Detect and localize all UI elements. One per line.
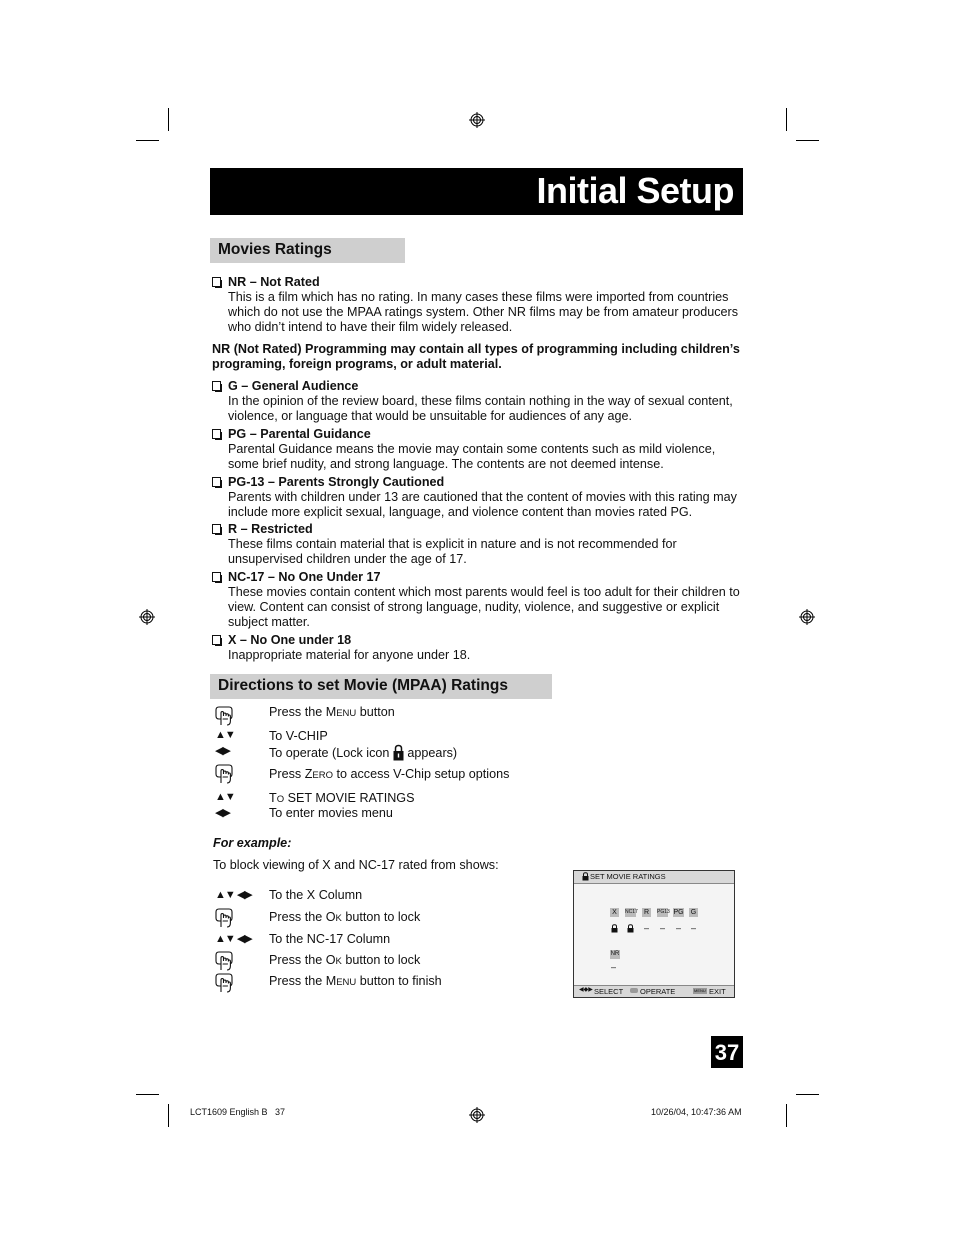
rating-title: R – Restricted [228, 522, 313, 536]
osd-column-g: G [690, 909, 697, 916]
direction-step-enter-menu: To enter movies menu [269, 806, 393, 820]
direction-step-menu [269, 705, 395, 719]
step-text: appears) [403, 746, 458, 760]
example-label: For example: [213, 836, 292, 850]
checkbox-bullet-icon [212, 477, 221, 487]
osd-value-g: – [691, 923, 697, 933]
rating-title: NR – Not Rated [228, 275, 320, 289]
section-heading-directions [210, 674, 552, 699]
step-text: SET MOVIE RATINGS [284, 791, 415, 805]
osd-ok-button-icon [630, 988, 638, 993]
lock-icon [582, 872, 589, 881]
step-text: button to lock [341, 953, 421, 967]
crop-mark [136, 140, 159, 141]
rating-title: G – General Audience [228, 379, 359, 393]
hand-press-icon [213, 906, 235, 928]
direction-step-vchip: To V-CHIP [269, 729, 328, 743]
step-text: Press the O [269, 953, 336, 967]
rating-title: X – No One under 18 [228, 633, 352, 647]
crop-mark [168, 1104, 169, 1127]
four-way-arrows-icon: ▲▼ ◀▶ [215, 933, 252, 945]
rating-title: NC-17 – No One Under 17 [228, 570, 381, 584]
crop-mark [136, 1094, 159, 1095]
section-title: Directions to set Movie (MPAA) Ratings [218, 677, 508, 694]
osd-navigate-arrows-icon: ◀◆▶ [579, 987, 593, 993]
step-text: button to finish [356, 974, 442, 988]
osd-value-r: – [644, 923, 650, 933]
hand-press-icon [213, 949, 235, 971]
example-step-nc17-column: To the NC-17 Column [269, 932, 391, 946]
lock-icon [393, 744, 404, 761]
step-text: Press the M [269, 705, 337, 719]
footer-left: LCT1609 English B 37 [190, 1107, 286, 1117]
direction-step-movie-ratings [269, 791, 414, 805]
hand-press-icon [213, 971, 235, 993]
up-down-arrows-icon: ▲▼ [215, 729, 235, 741]
checkbox-bullet-icon [212, 429, 221, 439]
step-text: T [269, 791, 277, 805]
step-text: To operate (Lock icon [269, 746, 390, 760]
rating-item-g [212, 379, 742, 424]
page-header [210, 168, 743, 215]
step-text: Press Z [269, 767, 313, 781]
checkbox-bullet-icon [212, 524, 221, 534]
checkbox-bullet-icon [212, 572, 221, 582]
rating-desc: Parental Guidance means the movie may contain some contents such as mild violence, some brief nudity, and strong language. The contents are not deemed intense. [228, 442, 716, 471]
step-text-smallcaps: ENU [336, 977, 357, 988]
crop-mark [168, 108, 169, 131]
checkbox-bullet-icon [212, 381, 221, 391]
page-title: Initial Setup [536, 170, 734, 211]
direction-step-zero [269, 767, 509, 781]
osd-column-pg: PG [673, 909, 684, 916]
registration-mark-icon [139, 609, 155, 625]
osd-column-nr: NR [610, 951, 620, 957]
crop-mark [786, 1104, 787, 1127]
osd-column-x: X [610, 908, 619, 917]
rating-item-x [212, 633, 742, 663]
rating-desc: This is a film which has no rating. In many cases these films were imported from countries which do not use the MPAA ratings system. Other NR films may be from amateur producers who didn’t intend to have their film widely released. [228, 290, 739, 334]
rating-item-nc17 [212, 570, 742, 630]
registration-mark-icon [469, 1107, 485, 1123]
left-right-arrows-icon: ◀▶ [215, 745, 230, 757]
hand-press-icon [213, 704, 235, 726]
example-step-x-column: To the X Column [269, 888, 363, 902]
up-down-arrows-icon: ▲▼ [215, 791, 235, 803]
osd-exit-label: EXIT [709, 987, 726, 996]
rating-item-nr [212, 275, 742, 335]
osd-operate-label: OPERATE [640, 987, 676, 996]
step-text: Press the O [269, 910, 336, 924]
osd-title-bar [574, 871, 734, 884]
rating-desc: These films contain material that is explicit in nature and is not recommended for unsupervised children under the age of 17. [228, 537, 677, 566]
rating-desc: These movies contain content which most parents would feel is too adult for their children to view. Content can consist of strong language, nudity, violence, and suggestive or explicit subject matter. [228, 585, 740, 629]
step-text-smallcaps: O [276, 794, 285, 805]
rating-item-r [212, 522, 742, 567]
example-step-menu-finish [269, 974, 442, 988]
example-step-ok-lock [269, 910, 420, 924]
section-heading-movies-ratings [210, 238, 405, 263]
rating-desc: Parents with children under 13 are cautioned that the content of movies with this rating may include more explicit sexual, language, and violence content than movies rated PG. [228, 490, 737, 519]
rating-title: PG – Parental Guidance [228, 427, 371, 441]
registration-mark-icon [469, 112, 485, 128]
rating-desc: In the opinion of the review board, these films contain nothing in the way of sexual content, violence, or language that would be unsuitable for audiences of any age. [228, 394, 733, 423]
step-text-smallcaps: ERO [312, 770, 333, 781]
osd-select-label: SELECT [594, 987, 624, 996]
step-text: Press the M [269, 974, 337, 988]
direction-step-operate [269, 744, 457, 761]
hand-press-icon [213, 762, 235, 784]
crop-mark [786, 108, 787, 131]
left-right-arrows-icon: ◀▶ [215, 807, 230, 819]
crop-mark [796, 1094, 819, 1095]
step-text: button [356, 705, 395, 719]
step-text-smallcaps: ENU [336, 708, 357, 719]
osd-value-pg13: – [660, 923, 666, 933]
osd-column-pg13: PG13 [657, 909, 670, 915]
osd-lock-icon [627, 924, 634, 933]
rating-item-pg13 [212, 475, 742, 520]
checkbox-bullet-icon [212, 277, 221, 287]
osd-menu-button-icon: MENU [694, 988, 706, 993]
four-way-arrows-icon: ▲▼ ◀▶ [215, 889, 252, 901]
osd-column-r: R [643, 909, 650, 916]
rating-title: PG-13 – Parents Strongly Cautioned [228, 475, 445, 489]
section-title: Movies Ratings [218, 241, 332, 258]
nr-warning: NR (Not Rated) Programming may contain all types of programming including children’s programing, foreign programs, or adult material. [212, 342, 740, 371]
osd-title: SET MOVIE RATINGS [590, 872, 666, 881]
step-text-smallcaps: K [335, 956, 342, 967]
osd-column-nc17: NC17 [625, 909, 638, 915]
rating-item-pg [212, 427, 742, 472]
step-text: button to lock [341, 910, 421, 924]
osd-value-nr: – [611, 962, 617, 972]
step-text-smallcaps: K [335, 913, 342, 924]
checkbox-bullet-icon [212, 635, 221, 645]
osd-footer-bar [574, 985, 734, 997]
footer-right: 10/26/04, 10:47:36 AM [651, 1107, 742, 1117]
osd-value-pg: – [676, 923, 682, 933]
rating-desc: Inappropriate material for anyone under 18. [228, 648, 471, 662]
example-step-ok-lock [269, 953, 420, 967]
osd-lock-icon [611, 924, 618, 933]
page-number: 37 [711, 1036, 743, 1068]
crop-mark [796, 140, 819, 141]
registration-mark-icon [799, 609, 815, 625]
step-text: to access V-Chip setup options [332, 767, 510, 781]
example-intro: To block viewing of X and NC-17 rated from shows: [213, 858, 499, 872]
osd-set-movie-ratings-screen [573, 870, 735, 998]
